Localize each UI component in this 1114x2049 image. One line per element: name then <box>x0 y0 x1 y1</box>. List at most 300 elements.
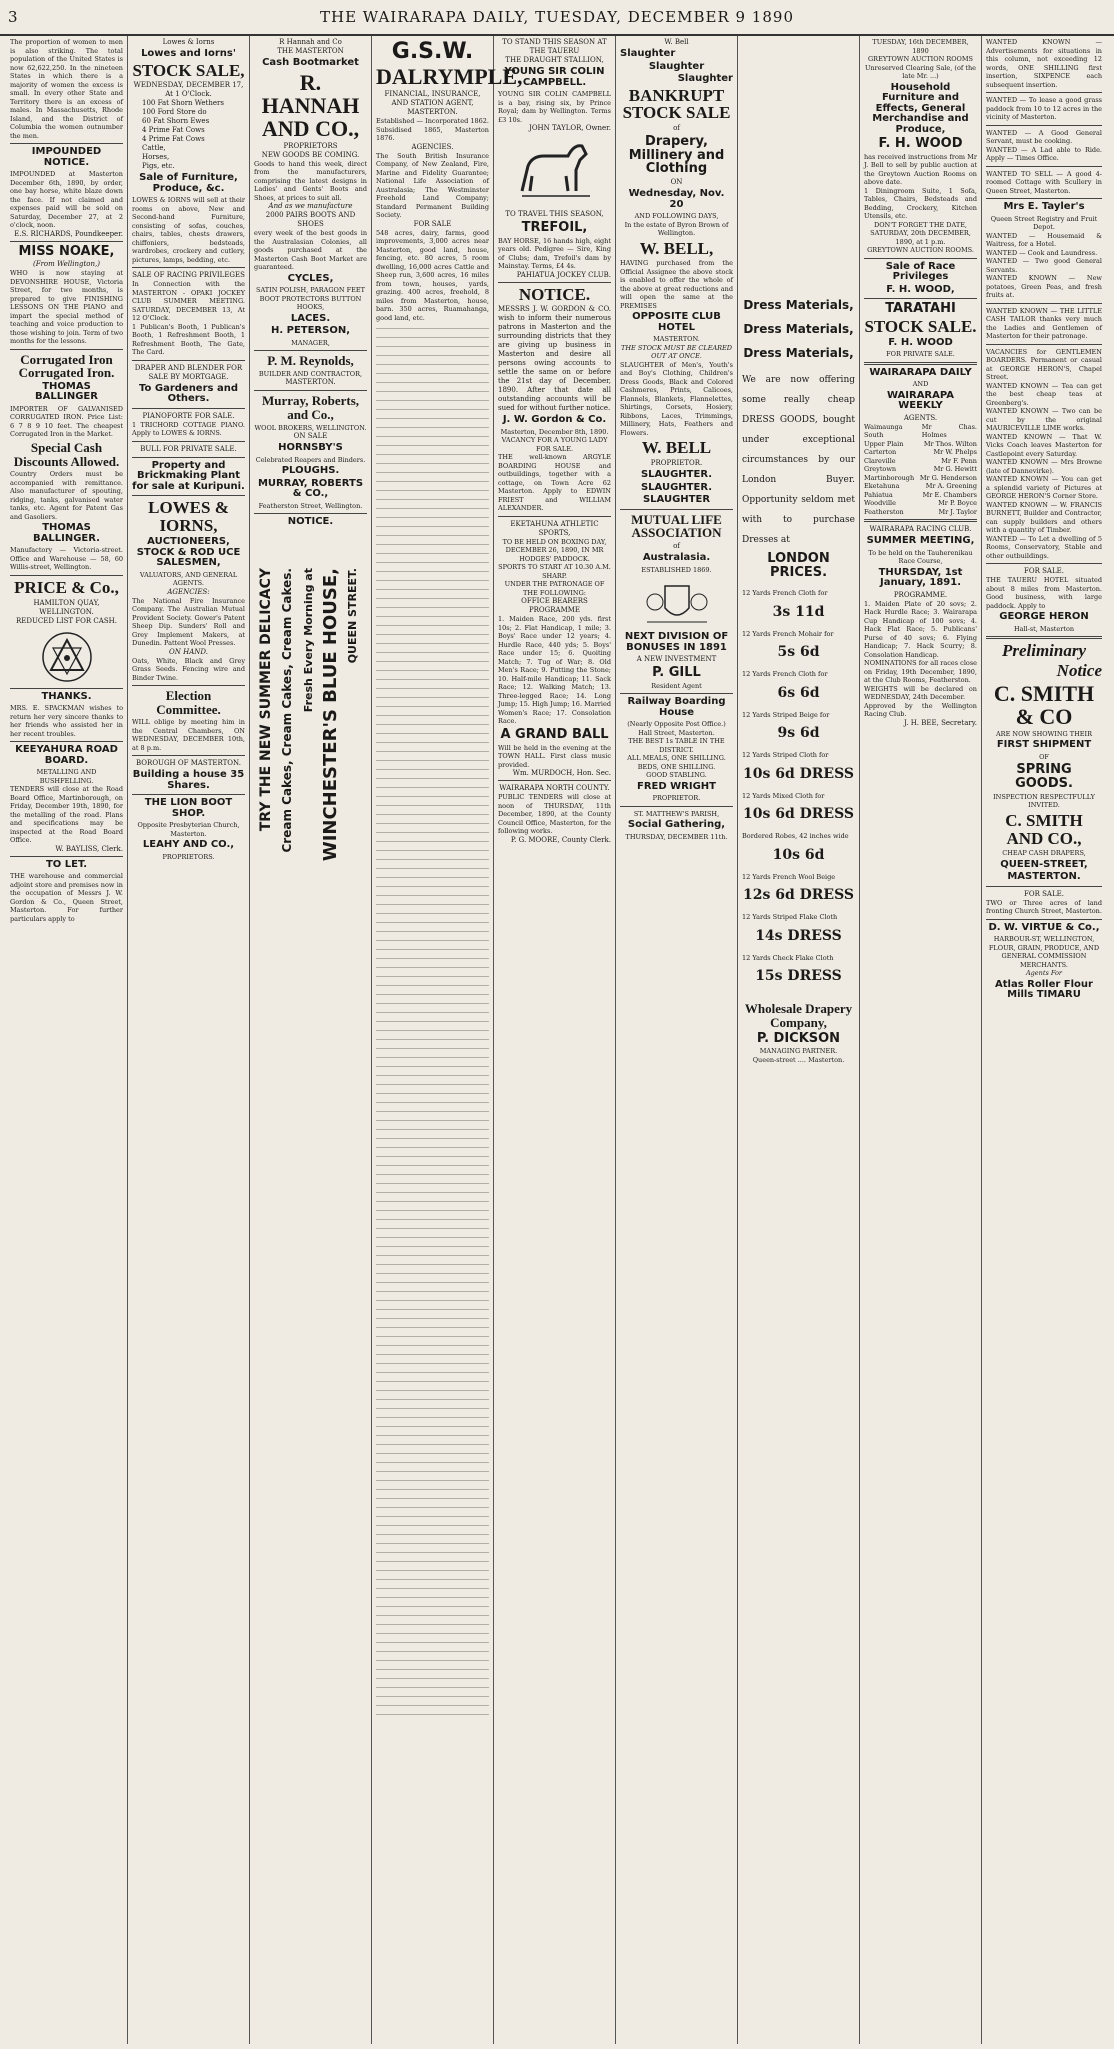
wairarapa-county-signature: P. G. MOORE, County Clerk. <box>510 835 611 844</box>
clearing-sale: Unreserved Clearing Sale, (of the late Mr. ...) <box>865 63 976 80</box>
murray-heading-2: MURRAY, ROBERTS & CO., <box>257 477 364 500</box>
wanted-3: WANTED — A Good General Servant, must be cooking. <box>986 128 1102 145</box>
wanted-8: WANTED — Two good General Servants. <box>986 257 1102 274</box>
vacancy-heading: VACANCY FOR A YOUNG LADY FOR SALE. <box>501 436 608 453</box>
railway-house-sub: (Nearly Opposite Post Office.) Hall Street, Masterton. <box>627 720 726 737</box>
column-5 <box>494 36 616 2044</box>
agent-town: Eketahuna <box>864 482 900 491</box>
fh-wood-list: 1 Diningroom Suite, 1 Sofa, Tables, Chairs, Bedsteads and Bedding, Crockery, Kitchen Utensils, etc. <box>864 186 977 221</box>
agent-name: Mr G. Hewitt <box>933 465 977 474</box>
hornsbys-sub: Celebrated Reapers and Binders. <box>255 455 366 464</box>
column-7 <box>738 36 860 2044</box>
agent-row <box>864 465 977 474</box>
impounded-body: IMPOUNDED at Masterton December 6th, 1890, by order, one bay horse, white blaze down the face. If not claimed and expenses paid will be sold on Saturday, December 27, at 2 o'clock, noon. <box>10 170 123 229</box>
racing-secretary: J. H. BEE, Secretary. <box>903 718 977 727</box>
social-date: THURSDAY, DECEMBER 11th. <box>625 832 728 841</box>
wairarapa-county-heading: WAIRARAPA NORTH COUNTY. <box>499 784 610 793</box>
horse-heading: THE DRAUGHT STALLION, <box>505 56 604 64</box>
page-number: 3 <box>8 8 19 26</box>
keb-sub: METALLING AND BUSHFELLING. <box>36 768 97 785</box>
dress-item-label: 12 Yards Striped Cloth for <box>742 751 829 760</box>
agent-town: Clareville <box>864 456 896 465</box>
wairarapa-county-body: PUBLIC TENDERS will close at noon of THURSDAY, 11th December, 1890, at the County Council Office, Masterton, for the following works. <box>498 793 611 836</box>
tues-date: TUESDAY, 16th DECEMBER, 1890 <box>872 38 969 55</box>
agent-town: Martinborough <box>864 473 915 482</box>
wairarapa-weekly-label: WAIRARAPA WEEKLY <box>886 389 955 412</box>
column-6 <box>616 36 738 2044</box>
w-bell-heading-2: W. BELL <box>641 438 712 458</box>
harbour-street: HARBOUR-ST, WELLINGTON, <box>993 935 1095 944</box>
dalrymple-estab: Established — Incorporated 1862. Subsidised 1865, Masterton 1876. <box>376 117 489 143</box>
dalrymple-heading: DALRYMPLE, <box>376 64 523 90</box>
greytown-rooms: GREYTOWN AUCTION ROOMS <box>867 55 973 63</box>
horse-name: YOUNG SIR COLIN CAMPBELL. <box>504 66 605 88</box>
agent-row <box>864 508 977 517</box>
wholesale-drapery: Wholesale Drapery Company, <box>744 1001 853 1030</box>
racing-privileges-heading: SALE OF RACING PRIVILEGES <box>132 271 245 280</box>
vertical-line-5: QUEEN STREET. <box>346 567 359 663</box>
vacancies: VACANCIES for GENTLEMEN BOARDERS. Permanent or casual at GEORGE HERON'S, Chapel Street. <box>986 347 1102 381</box>
gill-title: Resident Agent <box>651 681 702 690</box>
impounded-heading: IMPOUNDED NOTICE. <box>31 146 102 168</box>
onhand-body: Oats, White, Black and Grey Grass Seeds. Fencing wire and Binder Twine. <box>132 656 245 682</box>
masthead <box>0 0 1114 36</box>
columns <box>6 36 1108 2044</box>
lowes-firm-label: Lowes & Iorns <box>162 38 215 46</box>
dress-price-list <box>742 589 855 984</box>
agent-list <box>864 423 977 517</box>
nominations: NOMINATIONS for all races close on Friday, 19th December, 1890, at the Club Rooms, Featherston. <box>864 659 977 685</box>
tauherenikau: To be held on the Tauherenikau Race Course, <box>868 548 973 566</box>
hannah-firm-label: R Hannah and Co <box>279 38 342 46</box>
approved: Approved by the Wellington Racing Club. <box>864 701 977 719</box>
w-bell-heading: W. BELL, <box>639 238 714 258</box>
filler-text <box>376 322 489 1722</box>
reynolds-town: MASTERTON. <box>285 378 336 387</box>
fred-wright: FRED WRIGHT <box>637 780 716 792</box>
programme-heading: PROGRAMME <box>528 606 581 615</box>
stock-sale-date: WEDNESDAY, DECEMBER 17, At 1 O'Clock. <box>133 81 244 99</box>
hannah-props: PROPRIETORS <box>283 141 338 150</box>
hannah-also: And as we manufacture <box>268 202 353 211</box>
reynolds-heading: P. M. Reynolds, <box>267 353 354 369</box>
bell-town: MASTERTON. <box>653 335 700 344</box>
iron-heading: Corrugated Iron Corrugated Iron. <box>18 351 115 381</box>
gardeners-heading: To Gardeners and Others. <box>139 382 238 405</box>
keb-signature: W. BAYLISS, Clerk. <box>55 844 123 853</box>
agent-row <box>864 457 977 466</box>
agent-row <box>864 448 977 457</box>
atlas-mills: Atlas Roller Flour Mills TIMARU <box>995 978 1093 1001</box>
wanted-12: WANTED KNOWN — Two can be cut by the original MAURICEVILLE LIME works. <box>986 407 1102 432</box>
agent-row <box>864 474 977 483</box>
agent-row <box>864 499 977 508</box>
hornsbys-heading: HORNSBY'S <box>278 442 343 454</box>
racing-club: WAIRARAPA RACING CLUB. <box>869 525 972 534</box>
forsale-2: FOR SALE. <box>1024 889 1064 898</box>
social-gathering: Social Gathering, <box>627 819 726 831</box>
queen-street: QUEEN-STREET, <box>1000 858 1088 870</box>
vertical-line-1: TRY THE NEW SUMMER DELICACY <box>258 567 274 831</box>
ballinger-name: THOMAS BALLINGER <box>35 380 98 403</box>
fh-wood-3: F. H. WOOD <box>888 336 953 348</box>
preliminary: Preliminary <box>1001 641 1087 660</box>
wanted-17: WANTED — To Let a dwelling of 5 Rooms, Conservatory, Stable and other outbuildings. <box>986 534 1102 560</box>
agent-town: Greytown <box>864 465 897 474</box>
agent-name: Mr Thos. Wilton <box>923 439 977 448</box>
keb-heading: KEEYAHURA ROAD BOARD. <box>15 744 118 766</box>
cheap-drapers: CHEAP CASH DRAPERS, <box>1002 849 1086 858</box>
election-body: WILL oblige by meeting him in the Central Chambers, ON WEDNESDAY, DECEMBER 10th, at 8 p.m. <box>132 718 245 752</box>
eketahuna-heading: EKETAHUNA ATHLETIC SPORTS, <box>510 519 599 537</box>
peterson-title: MANAGER, <box>291 338 330 347</box>
keb-body: TENDERS will close at the Road Board Office, Martinborough, on Friday, December 19th, 1890, for the metalling of the road. Plans and specifications may be inspected at the Road Board Office. <box>10 785 123 845</box>
dickson-address: Queen-street .... Masterton. <box>752 1055 845 1064</box>
household-heading: Household Furniture and Effects, General Merchandise and Produce, <box>872 81 969 135</box>
wanted-2: WANTED — To lease a good grass paddock from 10 to 12 acres in the vicinity of Masterton. <box>986 96 1102 121</box>
price-co-heading: PRICE & Co., <box>14 577 119 597</box>
slaughter-3: Slaughter <box>677 73 733 84</box>
cash-discount-body: Country Orders must be accompanied with remittance. Also manufacturer of spouting, ridging, tanks, galvanised water tanks, etc. Agent for Patent Gas and Gasoliers. <box>10 470 123 521</box>
leahy-props: PROPRIETORS. <box>162 852 215 861</box>
agent-name: Mr F. Penn <box>941 456 977 465</box>
agent-row <box>864 440 977 449</box>
grand-ball-signature: Wm. MURDOCH, Hon. Sec. <box>512 769 611 778</box>
wanted-16: WANTED KNOWN — W. FRANCIS BURNETT, Builder and Contractor, can supply builders and others with a quantity of Timber. <box>986 500 1102 534</box>
agent-name: Mr Chas. Holmes <box>921 422 977 440</box>
inspection: INSPECTION RESPECTFULLY INVITED. <box>993 792 1095 810</box>
price-co-sub: HAMILTON QUAY, WELLINGTON. <box>33 598 100 616</box>
laces-heading: LACES. <box>290 312 331 324</box>
slaughter-4: SLAUGHTER. <box>640 469 713 481</box>
dress-item-label: 12 Yards French Cloth for <box>742 670 828 679</box>
racing-programme: PROGRAMME. <box>893 590 948 599</box>
agent-name: Mr A. Greening <box>925 482 977 491</box>
tauru-forsale: FOR SALE. <box>1024 567 1064 575</box>
draper-heading: DRAPER AND BLENDER FOR SALE BY MORTGAGE. <box>134 363 243 381</box>
trefoil-signature: PAHIATUA JOCKEY CLUB. <box>516 270 611 279</box>
agents-heading: AGENTS. <box>903 413 938 422</box>
weights: WEIGHTS will be declared on WEDNESDAY, 24th December. <box>864 684 977 702</box>
wanted-5: WANTED TO SELL — A good 4-roomed Cottage with Scullery in Queen Street, Masterton. <box>986 169 1102 195</box>
lowes-iorns-sub-2: VALUATORS, AND GENERAL AGENTS. <box>139 570 238 588</box>
murray-onsale: ON SALE <box>293 432 328 441</box>
election-heading: Election Committee. <box>156 688 221 717</box>
wanted-4: WANTED — A Lad able to Ride. Apply — Times Office. <box>986 145 1102 162</box>
fh-wood-body: has received instructions from Mr J. Bell to sell by public auction at the Greytown Auction Rooms on above date. <box>864 152 977 187</box>
now-showing: ARE NOW SHOWING THEIR <box>995 729 1093 738</box>
mutual-australasia: Australasia. <box>642 552 711 564</box>
masterton: MASTERTON. <box>1007 871 1081 883</box>
dress-item-label: Bordered Robes, 42 inches wide <box>742 832 849 841</box>
and-label: AND <box>912 380 929 389</box>
fh-wood-2: F. H. WOOD, <box>886 283 955 295</box>
racing-privileges-list: 1 Publican's Booth, 1 Publican's Booth, 1 Refreshment Booth, 1 Refreshment Booth, The Gate, The Card. <box>132 322 245 357</box>
lowes-iorns-sub: AUCTIONEERS, STOCK & ROD UCE SALESMEN, <box>136 536 241 569</box>
flour-grain: FLOUR, GRAIN, PRODUCE, AND GENERAL COMMISSION MERCHANTS. <box>988 943 1100 969</box>
column-3 <box>250 36 372 2044</box>
agent-town: Waimaunga South <box>864 422 903 440</box>
wanted-7: WANTED — Cook and Laundress. <box>986 248 1098 257</box>
gordon-notice-body: MESSRS J. W. GORDON & CO. wish to inform their numerous patrons in Masterton and the surrounding districts that they are giving up business in Masterton and desire all persons owing accounts to settle the same on or before the 21st day of December, 1890. After that date all outstanding accounts will be sued for without further notice. <box>498 305 611 413</box>
taratahi-stock-sale: STOCK SALE. <box>864 316 977 336</box>
taratahi: TARATAHI <box>885 301 956 317</box>
railway-best: THE BEST 1s TABLE IN THE DISTRICT. <box>628 737 725 754</box>
tolet-body: THE warehouse and commercial adjoint store and premises now in the occupation of Messrs J. W. Gordon & Co., Queen Street, Masterton. For further particulars apply to <box>10 872 123 923</box>
eketahuna-patron: UNDER THE PATRONAGE OF THE FOLLOWING: <box>504 580 605 597</box>
racing-programme-body: 1. Maiden Plate of 20 sovs; 2. Hack Hurdle Race; 3. Wairarapa Cup Handicap of 100 sovs; 4. Hack Flat Race; 5. Publicans' Purse of 40 sovs; 6. Flying Handicap; 7. Hack Scurry; 8. Consolation Handicap. <box>864 599 977 659</box>
w-bell-body: HAVING purchased from the Official Assignee the above stock is enabled to offer the whole of the above at great reductions and will open the same at the PREMISES <box>620 259 733 310</box>
winchester-vertical-ad <box>254 568 367 988</box>
dress-item-price: 10s 6d <box>772 846 825 863</box>
bankrupt-heading: BANKRUPT STOCK SALE <box>622 85 731 123</box>
thanks-heading: THANKS. <box>41 690 92 702</box>
dress-item-price: 5s 6d <box>777 644 820 661</box>
spring-goods: SPRING GOODS. <box>1015 762 1073 792</box>
ploughs-heading: PLOUGHS. <box>281 465 340 477</box>
new-investment: A NEW INVESTMENT <box>636 655 717 664</box>
dress-item-price: 6s 6d <box>777 684 820 701</box>
c-smith: C. SMITH & CO <box>993 680 1095 729</box>
wanted-1: WANTED KNOWN — Advertisements for situations in this column, not exceeding 12 words, ONE SHILLING first insertion, SIXPENCE each subsequent insertion. <box>986 38 1102 89</box>
horse-signature: JOHN TAYLOR, Owner. <box>529 124 611 132</box>
wanted-11: WANTED KNOWN — Tea can get the best cheap teas at Greenberg's. <box>986 381 1102 407</box>
dickson-title: MANAGING PARTNER. <box>759 1047 838 1056</box>
dalrymple-agencies: AGENCIES. <box>411 142 454 151</box>
trefoil-heading: TREFOIL, <box>521 220 588 235</box>
gsw-heading: G.S.W. <box>391 39 474 64</box>
cash-bootmarket-heading: Cash Bootmarket <box>262 57 359 68</box>
st-matthews: ST. MATTHEW'S PARISH, <box>633 809 720 818</box>
cycles-body: SATIN POLISH, PARAGON FEET BOOT PROTECTORS BUTTON HOOKS, <box>256 286 365 312</box>
ballinger-address: Manufactory — Victoria-street. Office and Warehouse — 58, 60 Willis-street, Wellington. <box>10 546 123 572</box>
hannah-pairs: 2000 PAIRS BOOTS AND SHOES <box>265 211 356 229</box>
dalrymple-forsale: FOR SALE <box>413 219 452 228</box>
column-1 <box>6 36 128 2044</box>
slaughter-5: SLAUGHTER. <box>640 481 713 493</box>
bankrupt-on: ON <box>670 178 683 187</box>
mutual-life-heading: MUTUAL LIFE ASSOCIATION <box>631 511 722 541</box>
wanted-9: WANTED KNOWN — New potatoes, Green Peas, and fresh fruits at. <box>986 274 1102 299</box>
dalrymple-forsale-body: 548 acres, dairy, farms, good improvements, 3,000 acres near Masterton, good land, house, fencing, etc. 80 acres, 5 room dwelling, 16,000 acres Cattle and Sheep run, 3,600 acres, 16 miles from town, houses, yards, grazing. 400 acres, freehold, 8 miles from Masterton, house, barn. 350 acres, Ruamahanga, good land, etc. <box>376 228 489 322</box>
dress-body: We are now offering some really cheap DRESS GOODS, bought under exceptional circumstances by our London Buyer. Opportunity seldom met with to purchase Dresses at <box>742 375 855 545</box>
agent-name: Mr J. Taylor <box>938 507 977 516</box>
church-land: TWO or Three acres of land fronting Church Street, Masterton. <box>986 898 1102 916</box>
greytown-rooms-2: GREYTOWN AUCTION ROOMS. <box>867 246 974 255</box>
wanted-10: WANTED KNOWN — THE LITTLE CASH TAILOR thanks very much the Ladies and Gentlemen of Masterton for their patronage. <box>986 306 1102 340</box>
trefoil-body: BAY HORSE, 16 hands high, eight years old. Pedigree — Sire, King of Clubs; dam, Trefoil's dam by Mainstay. Terms, £4 4s. <box>498 236 611 271</box>
travel-heading: TO TRAVEL THIS SEASON, <box>505 210 604 218</box>
bell-stock-list: SLAUGHTER of Men's, Youth's and Boy's Clothing, Children's Dress Goods, Black and Colored Cashmeres, Prints, Calicoes, Flannels, Blankets, Flannelettes, Shirtings, Corsets, Hosiery, Ribbons, Laces, Trimmings, Millinery, Hats, Feathers and Flowers. <box>620 360 733 437</box>
coat-of-arms-icon <box>637 578 717 628</box>
onhand-heading: ON HAND. <box>169 647 208 656</box>
slaughter-1: Slaughter <box>620 48 676 59</box>
c-smith-2: C. SMITH AND CO., <box>1005 810 1083 848</box>
cash-discount-heading: Special Cash Discounts Allowed. <box>13 439 120 469</box>
horse-body: YOUNG SIR COLIN CAMPBELL is a bay, rising six, by Prince Royal; dam by Wellington. Terms £3 10s. <box>498 90 611 124</box>
george-heron: GEORGE HERON <box>999 611 1089 622</box>
furniture-heading: Sale of Furniture, Produce, &c. <box>139 172 238 194</box>
racing-privileges-body: In Connection with the MASTERTON - OPAKI JOCKEY CLUB SUMMER MEETING. SATURDAY, DECEMBER 13, At 12 O'Clock. <box>132 280 245 323</box>
tolet-heading: TO LET. <box>45 858 88 870</box>
agent-name: Mr W. Phelps <box>933 448 977 457</box>
column-9 <box>982 36 1106 2044</box>
dress-item-label: 12 Yards Check Flake Cloth <box>742 953 834 962</box>
stand-heading: TO STAND THIS SEASON AT THE TAUERU <box>502 38 607 55</box>
grand-ball-heading: A GRAND BALL <box>500 726 609 742</box>
agencies-heading: AGENCIES: <box>167 587 210 596</box>
agent-town: Carterton <box>864 448 897 457</box>
dress-item-price: 12s 6d DRESS <box>742 887 854 904</box>
agent-row <box>864 491 977 500</box>
bankrupt-estate: In the estate of Byron Brown of Wellington. <box>624 220 729 238</box>
agent-row <box>864 423 977 440</box>
article-population: The proportion of women to men is also striking. The total population of the United States is now 62,622,250. In the nineteen States in which there is a majority of women the excess is small. In every other State and Territory there is an excess of males. In Massachusetts, Rhode Island, and the District of Columbia the women outnumber the men. <box>10 38 123 140</box>
wanted-15: WANTED KNOWN — You can get a splendid variety of Pictures at GEORGE HERON'S Corner Store. <box>986 475 1102 500</box>
agent-name: Mr P. Boyce <box>938 499 977 508</box>
london-prices: LONDON PRICES. <box>767 551 830 580</box>
ballinger-name-2: THOMAS BALLINGER. <box>33 522 100 544</box>
dress-item-label: 12 Yards French Mohair for <box>742 629 834 638</box>
property-heading: Property and Brickmaking Plant for sale at Kuripuni. <box>132 459 245 492</box>
lion-boot-heading: THE LION BOOT SHOP. <box>144 797 233 819</box>
murray-address: Featherston Street, Wellington. <box>258 501 363 510</box>
stock-sale-list: 100 Fat Shorn Wethers 100 Ford Store do 60 Fat Shorn Ewes 4 Prime Fat Cows 4 Prime Fat Cows Cattle, Horses, Pigs, etc. <box>142 99 224 171</box>
agent-town: Upper Plain <box>864 439 904 448</box>
george-heron-sub: Hall-st, Masterton <box>1013 624 1075 633</box>
argyle-body: THE well-known ARGYLE BOARDING HOUSE and outbuildings, together with a cottage, on Town Acre 62 Masterton. Apply to EDWIN FRIEST and WILLIAM ALEXANDER. <box>498 453 611 513</box>
railway-meals: ALL MEALS, ONE SHILLING. BEDS, ONE SHILLING. <box>627 754 726 771</box>
dress-item-label: 12 Yards Mixed Cloth for <box>742 791 825 800</box>
dress-item-label: 12 Yards French Cloth for <box>742 589 828 598</box>
masonic-emblem-icon <box>37 630 97 684</box>
thanks-body: MRS. E. SPACKMAN wishes to return her very sincere thanks to her friends who assisted her in her recent troubles. <box>10 704 123 738</box>
wairarapa-daily-label: WAIRARAPA DAILY <box>869 366 972 378</box>
sat-date: SATURDAY, 20th DECEMBER, 1890, at 1 p.m. <box>870 229 971 246</box>
dalrymple-town: MASTERTON. <box>407 108 458 117</box>
dress-item-price: 9s 6d <box>777 725 820 742</box>
programme-body: 1. Maiden Race, 200 yds. first 10s; 2. Flat Handicap, 1 mile; 3. Boys' Race under 12 years; 4. Hurdle Race, 440 yds; 5. Boys' Race under 15; 6. Quoiting Match; 7. Tug of War; 8. Old Men's Race; 9. Putting the Stone; 10. Half-mile Handicap; 11. Sack Race; 12. Walking Match; 13. Three-legged Race; 14. Long Jump; 15. High Jump; 16. Married Women's Race; 17. Consolation Race. <box>498 615 611 726</box>
agencies-body: The National Fire Insurance Company. The Australian Mutual Provident Society. Gower's Patent Sheep Dip. Sunders' Roll and Grey Implement Makers, at Dunedin. Pattent Wool Presses. <box>132 596 245 648</box>
dress-item-price: 3s 11d <box>772 603 825 620</box>
notice-heading: NOTICE. <box>287 516 334 528</box>
miss-noake-body: WHO is now staying at DEVONSHIRE HOUSE, Victoria Street, for two months, is prepared to give FINISHING LESSONS ON THE PIANO and impart the special method of teaching and voice production to those wishing to join. Term of two months for the lessons. <box>10 269 123 346</box>
of-label: OF <box>1039 752 1049 761</box>
column-2 <box>128 36 250 2044</box>
bell-proprietor: PROPRIETOR. <box>650 459 703 468</box>
agent-town: Pahiatua <box>864 490 893 499</box>
first-shipment: FIRST SHIPMENT <box>996 739 1092 751</box>
summer-meeting: SUMMER MEETING, <box>866 535 975 547</box>
dress-materials-3: Dress Materials, <box>743 346 854 360</box>
notice: Notice <box>1056 660 1102 680</box>
wanted-14: WANTED KNOWN — Mrs Browne (late of Dannevirke). <box>986 458 1102 475</box>
drapery-heading: Drapery, Millinery and Clothing <box>628 134 725 177</box>
slaughter-6: SLAUGHTER <box>642 494 711 506</box>
lowes-iorns-heading: LOWES & IORNS, <box>148 498 229 536</box>
agent-town: Featherston <box>864 507 904 516</box>
masterton-label: THE MASTERTON <box>277 47 344 55</box>
bell-firm-label: W. Bell <box>664 38 689 46</box>
dress-item-price: 15s DRESS <box>755 968 842 985</box>
railway-stabling: GOOD STABLING. <box>646 771 707 780</box>
borough-heading: BOROUGH OF MASTERTON. <box>136 759 241 768</box>
stock-sale-heading: STOCK SALE, <box>132 60 245 80</box>
grand-ball-body: Will be held in the evening at the TOWN HALL. First class music provided. <box>498 743 611 769</box>
dalrymple-agencies-body: The South British Insurance Company, of New Zealand, Fire, Marine and Fidelity Guarantee; National Life Association of Australasia; The Westminster Freehold Land Company; Standard Permanent Building Society. <box>376 151 489 220</box>
vertical-line-3: Fresh Every Morning at <box>302 567 315 712</box>
tayler-body: Queen Street Registry and Fruit Depot. <box>990 214 1098 231</box>
lion-boot-sub: Opposite Presbyterian Church, Masterton. <box>137 821 240 838</box>
bankrupt-of: of <box>673 124 680 133</box>
wanted-6: WANTED — Housemaid & Waitress, for a Hotel. <box>986 231 1102 248</box>
iron-body: IMPORTER OF GALVANISED CORRUGATED IRON. Price List: 6 7 8 9 10 feet. The cheapest Corrugated Iron in the Market. <box>10 404 123 439</box>
bankrupt-following: AND FOLLOWING DAYS, <box>634 212 719 221</box>
miss-noake-heading: MISS NOAKE, <box>18 243 115 259</box>
murray-sub: WOOL BROKERS, WELLINGTON. <box>254 423 367 432</box>
agent-name: Mr E. Chambers <box>922 490 977 499</box>
mutual-established: ESTABLISHED 1869. <box>641 565 712 574</box>
wanted-13: WANTED KNOWN — That W. Vicks Coach leaves Masterton for Castlepoint every Saturday. <box>986 432 1102 458</box>
horse-icon <box>510 136 600 206</box>
dress-item-price: 10s 6d DRESS <box>742 806 854 823</box>
railway-house-heading: Railway Boarding House <box>627 696 726 718</box>
private-sale: FOR PRIVATE SALE. <box>886 350 955 359</box>
fred-prop: PROPRIETOR. <box>652 794 701 803</box>
masthead-title: THE WAIRARAPA DAILY, TUESDAY, DECEMBER 9 1890 <box>319 8 794 26</box>
dress-item-label: 12 Yards Striped Beige for <box>742 710 830 719</box>
dress-materials-2: Dress Materials, <box>743 322 854 336</box>
peterson-name: H. PETERSON, <box>270 325 351 337</box>
price-co-list: REDUCED LIST FOR CASH. <box>16 616 117 625</box>
agent-row <box>864 482 977 491</box>
gordon-notice-heading: NOTICE. <box>518 284 591 304</box>
furniture-body: LOWES & IORNS will sell at their rooms on above, New and Second-hand Furniture, consisting of sofas, couches, chairs, tables, chests drawers, chiffoniers, bedsteads, wardrobes, crockery and cutlery, pictures, lamps, bedding, etc. <box>132 196 245 264</box>
hannah-heading: R. HANNAH AND CO., <box>261 69 360 141</box>
bull-heading: BULL FOR PRIVATE SALE. <box>140 444 237 453</box>
dress-item-label: 12 Yards French Wool Beige <box>742 872 836 881</box>
agent-town: Woodville <box>864 499 896 508</box>
dress-item-label: 12 Yards Striped Flake Cloth <box>742 913 838 922</box>
dw-virtue: D. W. VIRTUE & Co., <box>988 921 1100 933</box>
agent-name: Mr G. Henderson <box>919 473 977 482</box>
gordon-signature: J. W. Gordon & Co. <box>502 414 607 426</box>
piano-body: 1 TRICHORD COTTAGE PIANO. Apply to LOWES & IORNS. <box>132 420 245 438</box>
race-privileges: Sale of Race Privileges <box>885 260 956 283</box>
thursday-jan: THURSDAY, 1st January, 1891. <box>878 566 963 589</box>
dont-forget: DON'T FORGET THE DATE, <box>874 220 967 229</box>
reynolds-sub: BUILDER AND CONTRACTOR, <box>258 369 363 378</box>
dress-item-price: 10s 6d DRESS <box>742 765 854 782</box>
slaughter-2: Slaughter <box>648 60 705 72</box>
opposite-club: OPPOSITE CLUB HOTEL <box>632 311 721 333</box>
lowes-firm-label-2: Lowes and Iorns' <box>141 48 236 59</box>
gill-name: P. GILL <box>652 665 701 681</box>
eketahuna-sports: SPORTS TO START AT 10.30 A.M. SHARP. <box>498 563 611 580</box>
agents-for: Agents For <box>1025 969 1063 978</box>
next-division: NEXT DIVISION OF BONUSES IN 1891 <box>624 631 729 653</box>
tayler-heading: Mrs E. Tayler's <box>1003 201 1085 212</box>
impounded-signature: E.S. RICHARDS, Poundkeeper. <box>14 229 123 238</box>
tauru-body: THE TAUERU HOTEL situated about 8 miles from Masterton. Good business, with large paddock. Apply to <box>986 576 1102 610</box>
column-8 <box>860 36 982 2044</box>
dalrymple-sub: FINANCIAL, INSURANCE, AND STATION AGENT, <box>384 90 481 108</box>
column-4 <box>372 36 523 2044</box>
fh-wood-1: F. H. WOOD <box>878 136 963 151</box>
piano-heading: PIANOFORTE FOR SALE. <box>142 411 235 420</box>
vertical-line-4: WINCHESTER'S BLUE HOUSE, <box>320 567 341 861</box>
hannah-body-1: Goods to hand this week, direct from the manufacturers, comprising the latest designs in Ladies' and Gents' Boots and Shoes, at prices to suit all. <box>254 159 367 202</box>
